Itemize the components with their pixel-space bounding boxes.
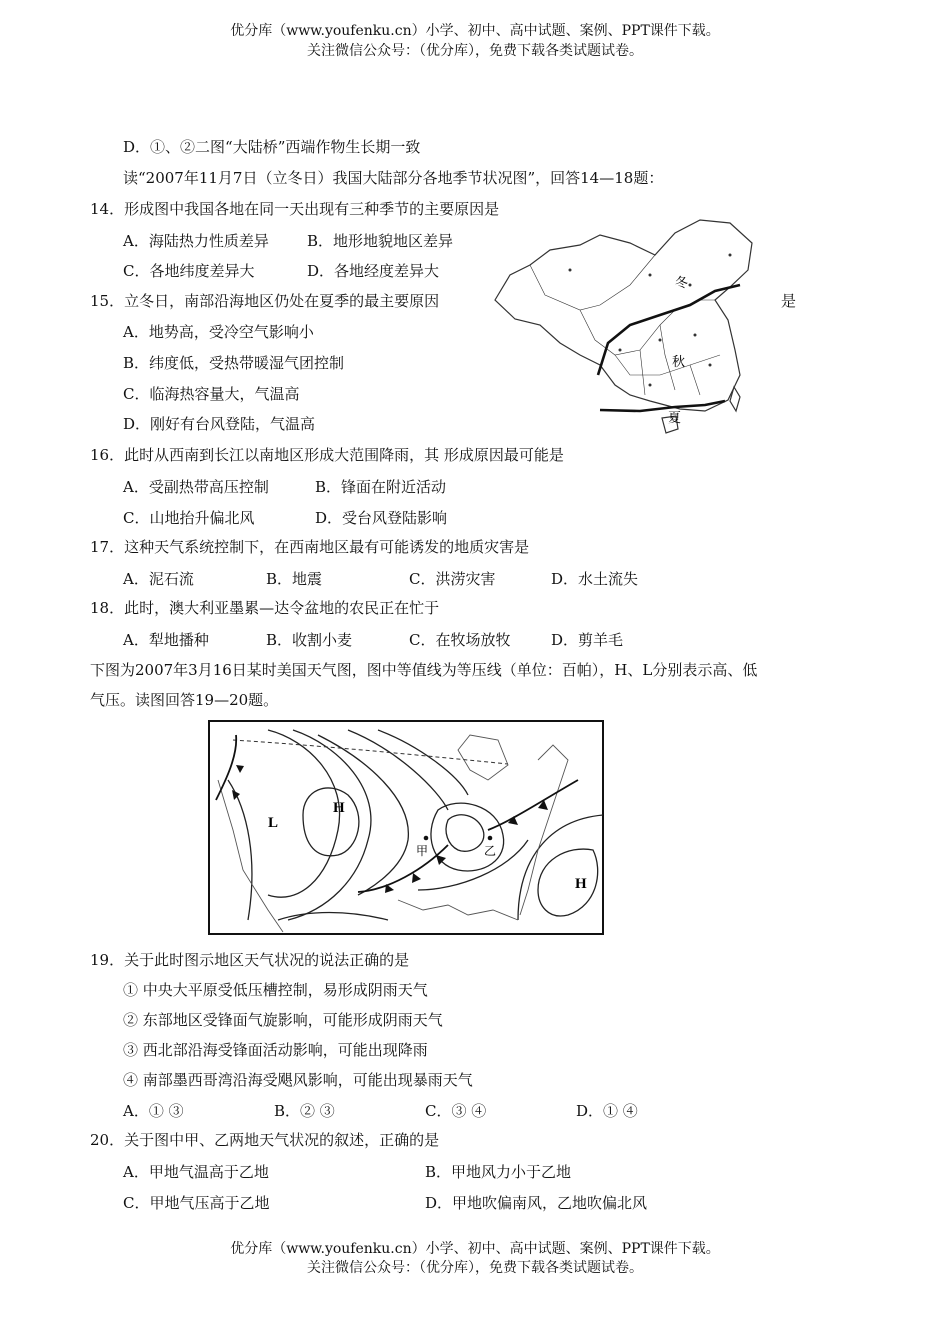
- q15-stem: 15．立冬日，南部沿海地区仍处在夏季的最主要原因: [90, 292, 440, 310]
- q14-option-a: A．海陆热力性质差异: [123, 232, 269, 250]
- q15-option-b: B．纬度低，受热带暖湿气团控制: [123, 354, 345, 372]
- page-header-line1: 优分库（www.youfenku.cn）小学、初中、高中试题、案例、PPT课件下载。: [230, 23, 720, 39]
- page-footer-line2: 关注微信公众号：（优分库），免费下载各类试题试卷。: [307, 1260, 643, 1276]
- q16-option-c: C．山地抬升偏北风: [123, 509, 255, 527]
- label-high-west: H: [333, 800, 345, 816]
- label-yi: 乙: [484, 844, 497, 858]
- q17-option-b: B．地震: [266, 570, 323, 588]
- q19-option-b: B．② ③: [274, 1102, 335, 1120]
- summer-boundary-line: [600, 401, 725, 411]
- q15-option-c: C．临海热容量大，气温高: [123, 385, 300, 403]
- china-outline: [495, 220, 752, 411]
- q20-option-d: D．甲地吹偏南风，乙地吹偏北风: [425, 1194, 648, 1212]
- q16-option-d: D．受台风登陆影响: [315, 509, 448, 527]
- intro-19-20-line2: 气压。读图回答19—20题。: [90, 691, 279, 709]
- q14-option-c: C．各地纬度差异大: [123, 262, 255, 280]
- q14-option-d: D．各地经度差异大: [307, 262, 440, 280]
- q20-stem: 20．关于图中甲、乙两地天气状况的叙述，正确的是: [90, 1131, 440, 1149]
- q19-statement-1: ① 中央大平原受低压槽控制，易形成阴雨天气: [123, 981, 428, 999]
- q17-option-c: C．洪涝灾害: [409, 570, 496, 588]
- page-header-line2: 关注微信公众号：（优分库），免费下载各类试题试卷。: [307, 43, 643, 59]
- label-low: L: [268, 815, 279, 831]
- q16-option-a: A．受副热带高压控制: [123, 478, 269, 496]
- q20-option-a: A．甲地气温高于乙地: [123, 1163, 269, 1181]
- q18-stem: 18．此时，澳大利亚墨累—达令盆地的农民正在忙于: [90, 599, 440, 617]
- q16-option-b: B．锋面在附近活动: [315, 478, 447, 496]
- q19-statement-2: ② 东部地区受锋面气旋影响，可能形成阴雨天气: [123, 1011, 443, 1029]
- q19-option-d: D．① ④: [576, 1102, 638, 1120]
- q19-option-a: A．① ③: [123, 1102, 184, 1120]
- label-autumn: 秋: [672, 354, 686, 369]
- intro-19-20-line1: 下图为2007年3月16日某时美国天气图，图中等值线为等压线（单位：百帕），H、L分别表示高、低: [90, 661, 758, 679]
- taiwan-island: [730, 387, 740, 411]
- label-high-east: H: [575, 876, 587, 892]
- q19-option-c: C．③ ④: [425, 1102, 487, 1120]
- q18-option-c: C．在牧场放牧: [409, 631, 511, 649]
- intro-14-18: 读“2007年11月7日（立冬日）我国大陆部分各地季节状况图”，回答14—18题：: [123, 169, 664, 187]
- q15-option-a: A．地势高，受冷空气影响小: [123, 323, 314, 341]
- q17-option-d: D．水土流失: [551, 570, 639, 588]
- q20-option-b: B．甲地风力小于乙地: [425, 1163, 572, 1181]
- prev-option-d: D．①、②二图“大陆桥”西端作物生长期一致: [123, 138, 421, 156]
- q17-option-a: A．泥石流: [123, 570, 194, 588]
- label-jia: 甲: [416, 844, 429, 858]
- q17-stem: 17．这种天气系统控制下，在西南地区最有可能诱发的地质灾害是: [90, 538, 530, 556]
- china-season-map: [490, 215, 770, 445]
- q19-stem: 19．关于此时图示地区天气状况的说法正确的是: [90, 951, 410, 969]
- q18-option-d: D．剪羊毛: [551, 631, 624, 649]
- q18-option-a: A．犁地播种: [123, 631, 209, 649]
- us-weather-map: [208, 720, 604, 936]
- page-footer-line1: 优分库（www.youfenku.cn）小学、初中、高中试题、案例、PPT课件下载。: [230, 1241, 720, 1257]
- label-winter: 冬: [675, 275, 689, 290]
- label-summer: 夏: [668, 410, 682, 425]
- q19-statement-3: ③ 西北部沿海受锋面活动影响，可能出现降雨: [123, 1041, 428, 1059]
- q18-option-b: B．收割小麦: [266, 631, 353, 649]
- q15-stem-end: 是: [781, 292, 797, 310]
- q19-statement-4: ④ 南部墨西哥湾沿海受飓风影响，可能出现暴雨天气: [123, 1071, 473, 1089]
- q14-option-b: B．地形地貌地区差异: [307, 232, 454, 250]
- winter-boundary-line: [598, 285, 740, 375]
- q16-stem: 16．此时从西南到长江以南地区形成大范围降雨，其 形成原因最可能是: [90, 446, 564, 464]
- q20-option-c: C．甲地气压高于乙地: [123, 1194, 270, 1212]
- q14-stem: 14．形成图中我国各地在同一天出现有三种季节的主要原因是: [90, 200, 500, 218]
- q15-option-d: D．刚好有台风登陆，气温高: [123, 415, 316, 433]
